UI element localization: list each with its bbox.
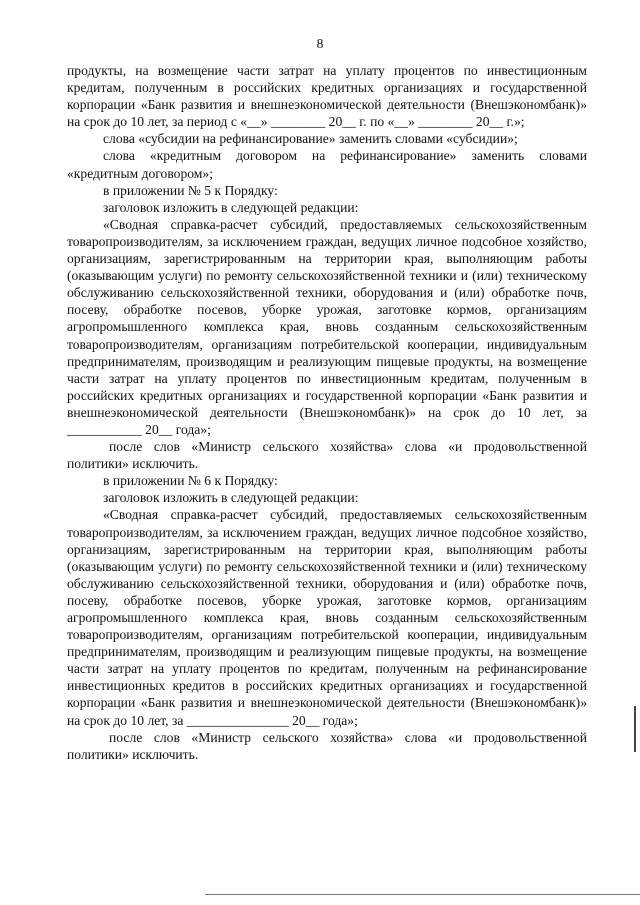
paragraph-appendix-6: в приложении № 6 к Порядку: — [103, 473, 278, 489]
document-body — [67, 62, 587, 763]
paragraph-heading-instruction-5: заголовок изложить в следующей редакции: — [103, 199, 359, 215]
paragraph-new-heading-5: «Сводная справка-расчет субсидий, предоставляемых сельскохозяйственным товаропроизводителям, за исключением граждан, ведущих личное подсобное хозяйство, организациям, зарегистрированным на территории края, выполняющим работы (оказывающим услуги) по ремонту сельскохозяйственной техники и (или) техническому обслуживанию сельскохозяйственной техники, оборудования и (или) обработке почв, посеву, обработке посевов, уборке урожая, заготовке кормов, организациям агропромышленного комплекса края, вновь созданным сельскохозяйственным товаропроизводителям, организациям потребительской кооперации, индивидуальным предпринимателям, производящим и реализующим пищевые продукты, на возмещение части затрат на уплату процентов по инвестиционным кредитам, полученным в российских кредитных организациях и государственной корпорации «Банк развития и внешнеэкономической деятельности (Внешэкономбанк)» на срок до 10 лет, за ___________ 20__ года»; — [67, 216, 587, 437]
paragraph-replace-subsidies: слова «субсидии на рефинансирование» заменить словами «субсидии»; — [103, 131, 518, 147]
bottom-rule — [205, 894, 640, 895]
paragraph-delete-words-6: после слов «Министр сельского хозяйства» слова «и продовольственной политики» исключить. — [67, 729, 587, 762]
paragraph-replace-credit-agreement: слова «кредитным договором на рефинансирование» заменить словами «кредитным договором»; — [67, 148, 587, 181]
scan-edge-mark — [634, 706, 636, 752]
paragraph-new-heading-6: «Сводная справка-расчет субсидий, предоставляемых сельскохозяйственным товаропроизводителям, за исключением граждан, ведущих личное подсобное хозяйство, организациям, зарегистрированным на территории края, выполняющим работы (оказывающим услуги) по ремонту сельскохозяйственной техники и (или) техническому обслуживанию сельскохозяйственной техники, оборудования и (или) обработке почв, посеву, обработке посевов, уборке урожая, заготовке кормов, организациям агропромышленного комплекса края, вновь созданным сельскохозяйственным товаропроизводителям, организациям потребительской кооперации, индивидуальным предпринимателям, производящим и реализующим пищевые продукты, на возмещение части затрат на уплату процентов по кредитам, полученным на рефинансирование инвестиционных кредитов в российских кредитных организациях и государственной корпорации «Банк развития и внешнеэкономической деятельности (Внешэкономбанк)» на срок до 10 лет, за _______________ 20__ года»; — [67, 507, 587, 728]
paragraph-delete-words-5: после слов «Министр сельского хозяйства» слова «и продовольственной политики» исключить. — [67, 439, 587, 472]
paragraph-appendix-5: в приложении № 5 к Порядку: — [103, 182, 278, 198]
page-number: 8 — [316, 36, 324, 51]
paragraph-heading-instruction-6: заголовок изложить в следующей редакции: — [103, 490, 359, 506]
paragraph-continuation: продукты, на возмещение части затрат на уплату процентов по инвестиционным кредитам, полученным в российских кредитных организациях и государственной корпорации «Банк развития и внешнеэкономической деятельности (Внешэкономбанк)» на срок до 10 лет, за период с «__» ________ 20__ г. по «__» ________ 20__ г.»; — [67, 63, 587, 130]
